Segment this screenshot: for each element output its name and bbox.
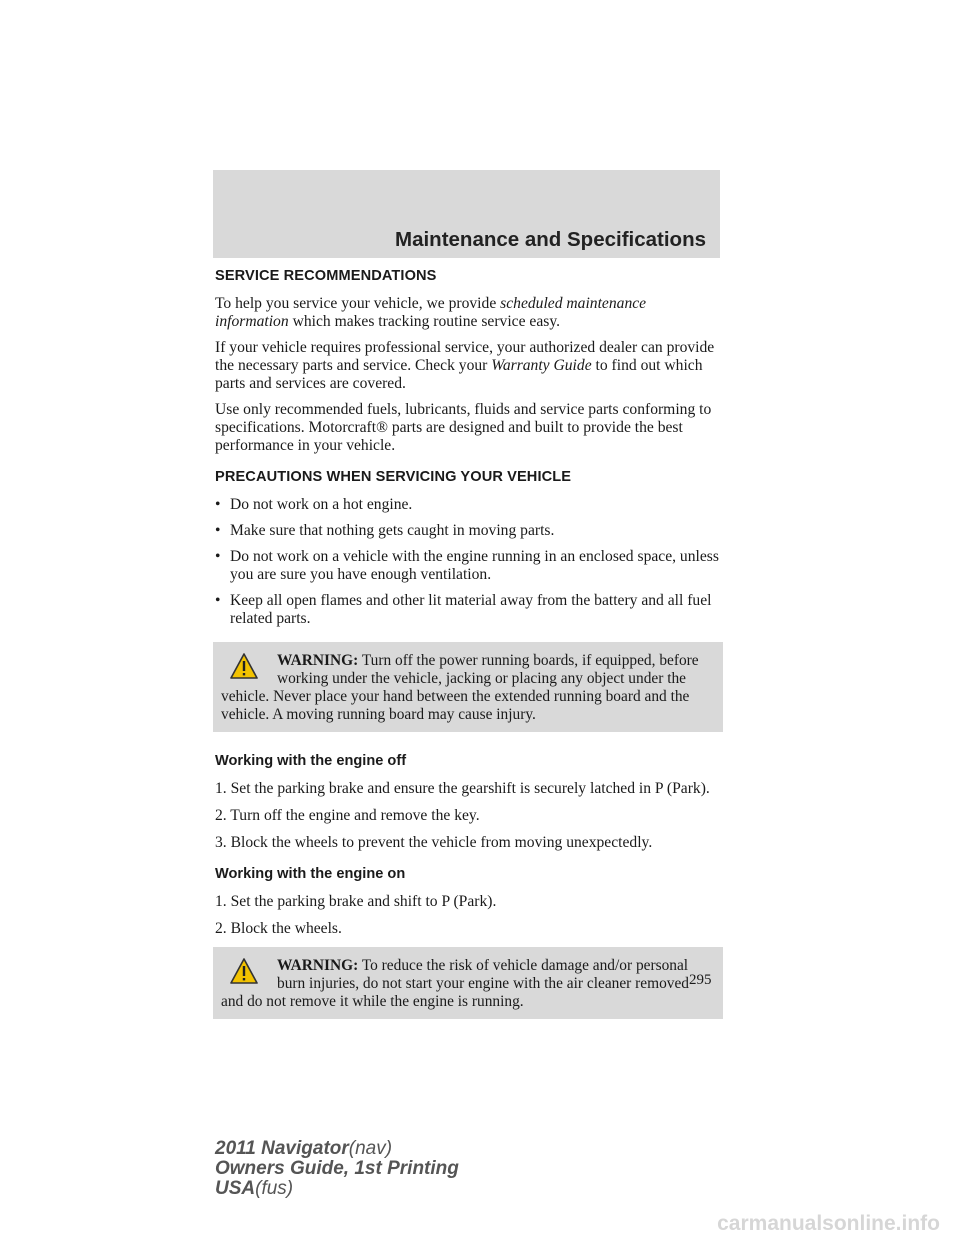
footer-market: USA xyxy=(215,1178,256,1199)
warning-box-running-boards xyxy=(213,642,723,732)
bullet-glyph: • xyxy=(215,522,221,539)
heading-engine-off: Working with the engine off xyxy=(215,753,407,769)
list-item-text: Do not work on a hot engine. xyxy=(230,496,413,513)
warning-label: WARNING: xyxy=(277,957,359,974)
footer-market-code: (fus) xyxy=(255,1178,294,1199)
warning-text: Turn off the power running boards, if equipped, before working under the vehicle, jacking or placing any object under the vehicle. Never place your hand between the extended running board and the vehicle. A moving running board may cause injury. xyxy=(221,652,699,723)
watermark: carmanualsonline.info xyxy=(717,1212,940,1235)
bullet-glyph: • xyxy=(215,592,221,609)
step-item: 1. Set the parking brake and shift to P (Park). xyxy=(215,893,497,910)
page-number: 295 xyxy=(689,972,712,988)
text-fragment: to find out which parts and services are covered. xyxy=(215,357,703,392)
paragraph-professional-service xyxy=(215,339,721,393)
step-item: 1. Set the parking brake and ensure the gearshift is securely latched in P (Park). xyxy=(215,780,710,797)
list-item-text: Keep all open flames and other lit material away from the battery and all fuel related parts. xyxy=(230,592,712,627)
list-item-text: Make sure that nothing gets caught in moving parts. xyxy=(230,522,555,539)
engine-on-steps xyxy=(215,893,721,938)
step-item: 2. Block the wheels. xyxy=(215,920,342,937)
engine-off-steps xyxy=(215,780,721,852)
paragraph-service-intro xyxy=(215,295,721,331)
warning-triangle-icon xyxy=(229,652,259,680)
footer-edition-info xyxy=(215,1139,459,1199)
warning-text: To reduce the risk of vehicle damage and/or personal burn injuries, do not start your engine with the air cleaner removed and do not remove it while the engine is running. xyxy=(221,957,690,1010)
paragraph-motorcraft: Use only recommended fuels, lubricants, fluids and service parts conforming to specifications. Motorcraft® parts are designed and built to provide the best performance in your vehicle. xyxy=(215,401,712,454)
text-fragment: If your vehicle requires professional service, your authorized dealer can provide the necessary parts and service. Check your xyxy=(215,339,715,374)
page-content xyxy=(215,267,721,1039)
warning-triangle-icon xyxy=(229,957,259,985)
bullet-glyph: • xyxy=(215,548,221,565)
emphasis-scheduled-maintenance: scheduled maintenance information xyxy=(215,295,647,330)
footer-model: 2011 Navigator xyxy=(215,1138,349,1159)
step-item: 3. Block the wheels to prevent the vehicle from moving unexpectedly. xyxy=(215,834,653,851)
bullet-glyph: • xyxy=(215,496,221,513)
footer-model-code: (nav) xyxy=(348,1138,393,1159)
list-item xyxy=(215,496,721,514)
heading-service-recommendations: SERVICE RECOMMENDATIONS xyxy=(215,268,437,284)
footer-printing: Owners Guide, 1st Printing xyxy=(215,1158,459,1179)
section-header-band xyxy=(213,170,720,258)
list-item xyxy=(215,522,721,540)
list-item xyxy=(215,548,721,584)
warning-box-air-cleaner xyxy=(213,947,723,1019)
section-title: Maintenance and Specifications xyxy=(395,228,706,251)
text-fragment: To help you service your vehicle, we provide xyxy=(215,295,497,312)
precautions-list xyxy=(215,496,721,628)
warning-label: WARNING: xyxy=(277,652,359,669)
heading-precautions: PRECAUTIONS WHEN SERVICING YOUR VEHICLE xyxy=(215,469,572,485)
heading-engine-on: Working with the engine on xyxy=(215,866,406,882)
emphasis-warranty-guide: Warranty Guide xyxy=(491,357,592,374)
text-fragment: which makes tracking routine service easy. xyxy=(292,313,561,330)
list-item-text: Do not work on a vehicle with the engine running in an enclosed space, unless you are sure you have enough ventilation. xyxy=(230,548,719,583)
step-item: 2. Turn off the engine and remove the key. xyxy=(215,807,480,824)
list-item xyxy=(215,592,721,628)
